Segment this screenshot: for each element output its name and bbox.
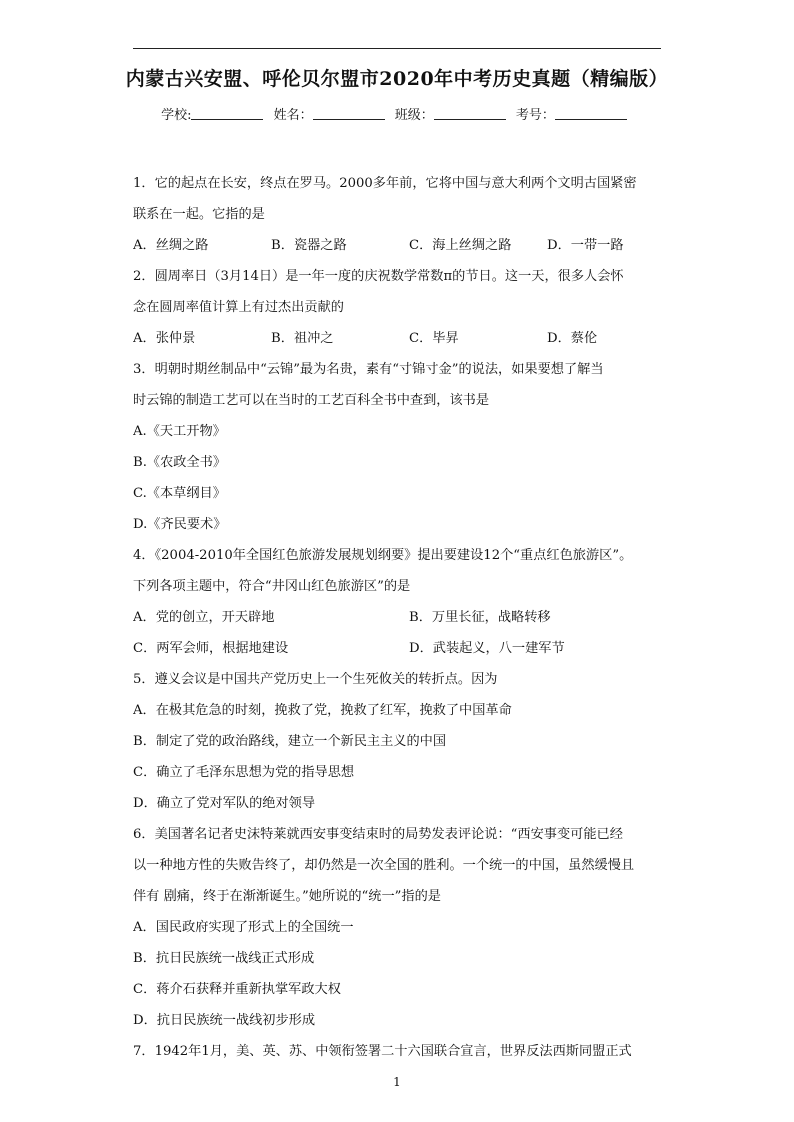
header-rule bbox=[133, 48, 661, 49]
option-d: D．确立了党对军队的绝对领导 bbox=[133, 796, 316, 811]
option-row bbox=[133, 602, 663, 633]
option-b: B．瓷器之路 bbox=[271, 238, 347, 253]
question-text: 5．遵义会议是中国共产党历史上一个生死攸关的转折点。因为 bbox=[133, 672, 498, 687]
question-list bbox=[133, 168, 663, 1067]
option-b: B．抗日民族统一战线正式形成 bbox=[133, 951, 315, 966]
question-text: 3．明朝时期丝制品中“云锦”最为名贵，素有“寸锦寸金”的说法，如果要想了解当 bbox=[133, 362, 604, 377]
option-c: C．海上丝绸之路 bbox=[409, 238, 512, 253]
option-c: C．两军会师，根据地建设 bbox=[133, 641, 289, 656]
question-text: 6．美国著名记者史沫特莱就西安事变结束时的局势发表评论说：“西安事变可能已经 bbox=[133, 827, 623, 842]
option-row bbox=[133, 230, 663, 261]
question-text: 联系在一起。它指的是 bbox=[133, 207, 265, 222]
option-d: D．抗日民族统一战线初步形成 bbox=[133, 1013, 316, 1028]
option-c: C．蒋介石获释并重新执掌军政大权 bbox=[133, 982, 341, 997]
page-title: 内蒙古兴安盟、呼伦贝尔盟市2020年中考历史真题（精编版） bbox=[125, 68, 669, 90]
option-b: B．制定了党的政治路线，建立一个新民主主义的中国 bbox=[133, 734, 447, 749]
option-a: A．党的创立，开天辟地 bbox=[133, 610, 275, 625]
exam-number-label: 考号： bbox=[515, 108, 555, 123]
option-c: C.《本草纲目》 bbox=[133, 486, 226, 501]
question-1 bbox=[133, 168, 663, 261]
exam-number-blank[interactable] bbox=[555, 107, 627, 120]
school-label: 学校: bbox=[161, 108, 192, 123]
question-5 bbox=[133, 664, 663, 819]
question-text: 2．圆周率日（3月14日）是一年一度的庆祝数学常数π的节日。这一天，很多人会怀 bbox=[133, 269, 624, 284]
option-b: B.《农政全书》 bbox=[133, 455, 227, 470]
question-3 bbox=[133, 354, 663, 540]
option-a: A．丝绸之路 bbox=[133, 238, 209, 253]
option-a: A．张仲景 bbox=[133, 331, 196, 346]
question-7 bbox=[133, 1036, 663, 1067]
option-d: D．蔡伦 bbox=[547, 331, 598, 346]
option-row bbox=[133, 323, 663, 354]
student-info-line bbox=[0, 104, 794, 123]
question-text: 4．《2004-2010年全国红色旅游发展规划纲要》提出要建设12个“重点红色旅游区”。 bbox=[133, 548, 633, 563]
question-text: 以一种地方性的失败告终了，却仍然是一次全国的胜利。一个统一的中国，虽然缓慢且 bbox=[133, 858, 635, 873]
question-text: 念在圆周率值计算上有过杰出贡献的 bbox=[133, 300, 344, 315]
question-text: 伴有 剧痛，终于在渐渐诞生。”她所说的“统一”指的是 bbox=[133, 889, 441, 904]
option-row bbox=[133, 633, 663, 664]
question-text: 7．1942年1月，美、英、苏、中领衔签署二十六国联合宣言，世界反法西斯同盟正式 bbox=[133, 1044, 632, 1059]
option-d: D．武装起义，八一建军节 bbox=[409, 641, 565, 656]
option-a: A．在极其危急的时刻，挽救了党，挽救了红军，挽救了中国革命 bbox=[133, 703, 512, 718]
option-b: B．万里长征，战略转移 bbox=[409, 610, 551, 625]
name-blank[interactable] bbox=[313, 107, 385, 120]
question-text: 时云锦的制造工艺可以在当时的工艺百科全书中查到，该书是 bbox=[133, 393, 490, 408]
option-a: A.《天工开物》 bbox=[133, 424, 226, 439]
question-4 bbox=[133, 540, 663, 664]
school-blank[interactable] bbox=[191, 107, 263, 120]
page-number: 1 bbox=[393, 1075, 401, 1089]
name-label: 姓名： bbox=[273, 108, 313, 123]
class-label: 班级： bbox=[394, 108, 434, 123]
class-blank[interactable] bbox=[434, 107, 506, 120]
question-text: 下列各项主题中，符合“井冈山红色旅游区”的是 bbox=[133, 579, 411, 594]
option-c: C．毕昇 bbox=[409, 331, 459, 346]
option-c: C．确立了毛泽东思想为党的指导思想 bbox=[133, 765, 355, 780]
question-text: 1．它的起点在长安，终点在罗马。2000多年前，它将中国与意大利两个文明古国紧密 bbox=[133, 176, 637, 191]
question-6 bbox=[133, 819, 663, 1036]
question-2 bbox=[133, 261, 663, 354]
option-d: D.《齐民要术》 bbox=[133, 517, 227, 532]
option-d: D．一带一路 bbox=[547, 238, 624, 253]
option-b: B．祖冲之 bbox=[271, 331, 334, 346]
option-a: A．国民政府实现了形式上的全国统一 bbox=[133, 920, 354, 935]
